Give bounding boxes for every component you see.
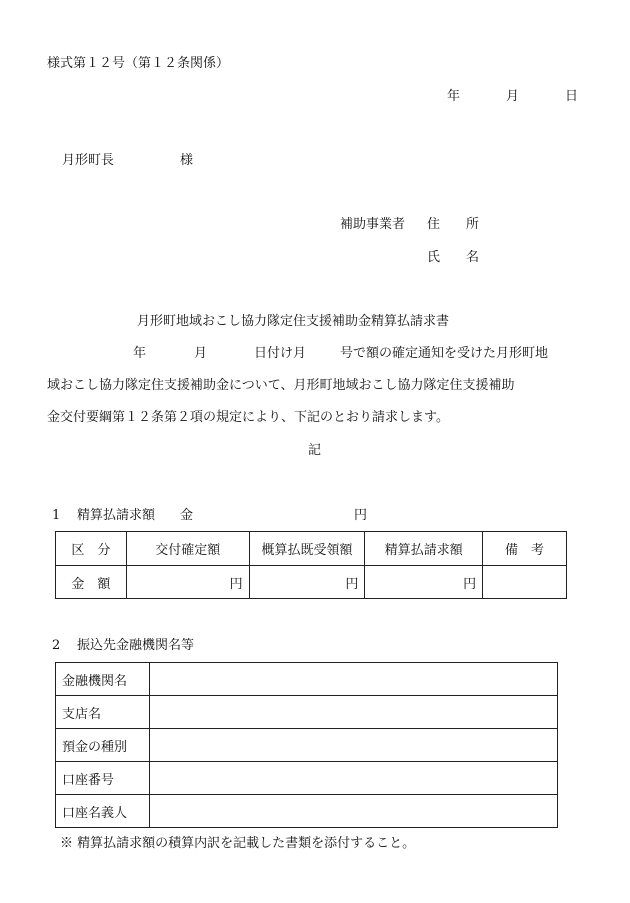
header-remarks: 備 考 bbox=[483, 532, 567, 566]
applicant-name-label: 氏 名 bbox=[427, 250, 480, 265]
addressee-name: 月形町長 bbox=[62, 153, 115, 168]
section1-yen: 円 bbox=[354, 508, 368, 523]
applicant-address-label: 住 所 bbox=[427, 217, 480, 232]
date-month-label: 月 bbox=[506, 89, 520, 104]
bank-row-institution bbox=[56, 663, 558, 696]
applicant-role: 補助事業者 bbox=[340, 217, 406, 232]
bank-institution-label: 金融機関名 bbox=[56, 663, 150, 696]
section1-kin: 金 bbox=[180, 508, 194, 523]
bank-table bbox=[55, 662, 558, 828]
date-day-label: 日 bbox=[565, 89, 579, 104]
bank-row-account-holder bbox=[56, 795, 558, 828]
bank-account-holder-label: 口座名義人 bbox=[56, 795, 150, 828]
section1-label: 精算払請求額 bbox=[77, 508, 156, 523]
ki-heading: 記 bbox=[308, 443, 322, 458]
received-amount-cell[interactable]: 円 bbox=[249, 566, 365, 599]
amount-table-row bbox=[56, 566, 567, 599]
amount-table bbox=[55, 531, 567, 599]
header-category: 区 分 bbox=[56, 532, 127, 566]
bank-institution-field[interactable] bbox=[149, 663, 557, 696]
form-label: 様式第１２号（第１２条関係） bbox=[47, 56, 230, 71]
bank-branch-field[interactable] bbox=[149, 696, 557, 729]
body-line2: 域おこし協力隊定住支援補助金について、月形町地域おこし協力隊定住支援補助 bbox=[47, 378, 515, 393]
body-month: 月 bbox=[194, 346, 208, 361]
section2-number: 2 bbox=[52, 638, 61, 653]
bank-account-holder-field[interactable] bbox=[149, 795, 557, 828]
request-amount-cell[interactable]: 円 bbox=[365, 566, 483, 599]
row-label-amount: 金 額 bbox=[56, 566, 127, 599]
bank-account-number-field[interactable] bbox=[149, 762, 557, 795]
bank-branch-label: 支店名 bbox=[56, 696, 150, 729]
header-received-amount: 概算払既受領額 bbox=[249, 532, 365, 566]
section2-label: 振込先金融機関名等 bbox=[77, 638, 195, 653]
body-day-text: 日付け月 bbox=[254, 346, 307, 361]
attachment-note: ※ 精算払請求額の積算内訳を記載した書類を添付すること。 bbox=[60, 836, 416, 851]
amount-table-header-row bbox=[56, 532, 567, 566]
bank-row-account-number bbox=[56, 762, 558, 795]
bank-row-deposit-type bbox=[56, 729, 558, 762]
addressee-honorific: 様 bbox=[180, 153, 194, 168]
remarks-cell[interactable] bbox=[483, 566, 567, 599]
bank-deposit-type-label: 預金の種別 bbox=[56, 729, 150, 762]
date-year-label: 年 bbox=[447, 89, 461, 104]
bank-account-number-label: 口座番号 bbox=[56, 762, 150, 795]
bank-row-branch bbox=[56, 696, 558, 729]
document-title: 月形町地域おこし協力隊定住支援補助金精算払請求書 bbox=[137, 314, 450, 329]
bank-deposit-type-field[interactable] bbox=[149, 729, 557, 762]
section1-number: 1 bbox=[52, 508, 61, 523]
header-request-amount: 精算払請求額 bbox=[365, 532, 483, 566]
header-confirmed-amount: 交付確定額 bbox=[126, 532, 249, 566]
body-line3: 金交付要綱第１２条第２項の規定により、下記のとおり請求します。 bbox=[47, 410, 449, 425]
body-line1-rest: 号で額の確定通知を受けた月形町地 bbox=[340, 346, 549, 361]
body-year: 年 bbox=[133, 346, 147, 361]
confirmed-amount-cell[interactable]: 円 bbox=[126, 566, 249, 599]
